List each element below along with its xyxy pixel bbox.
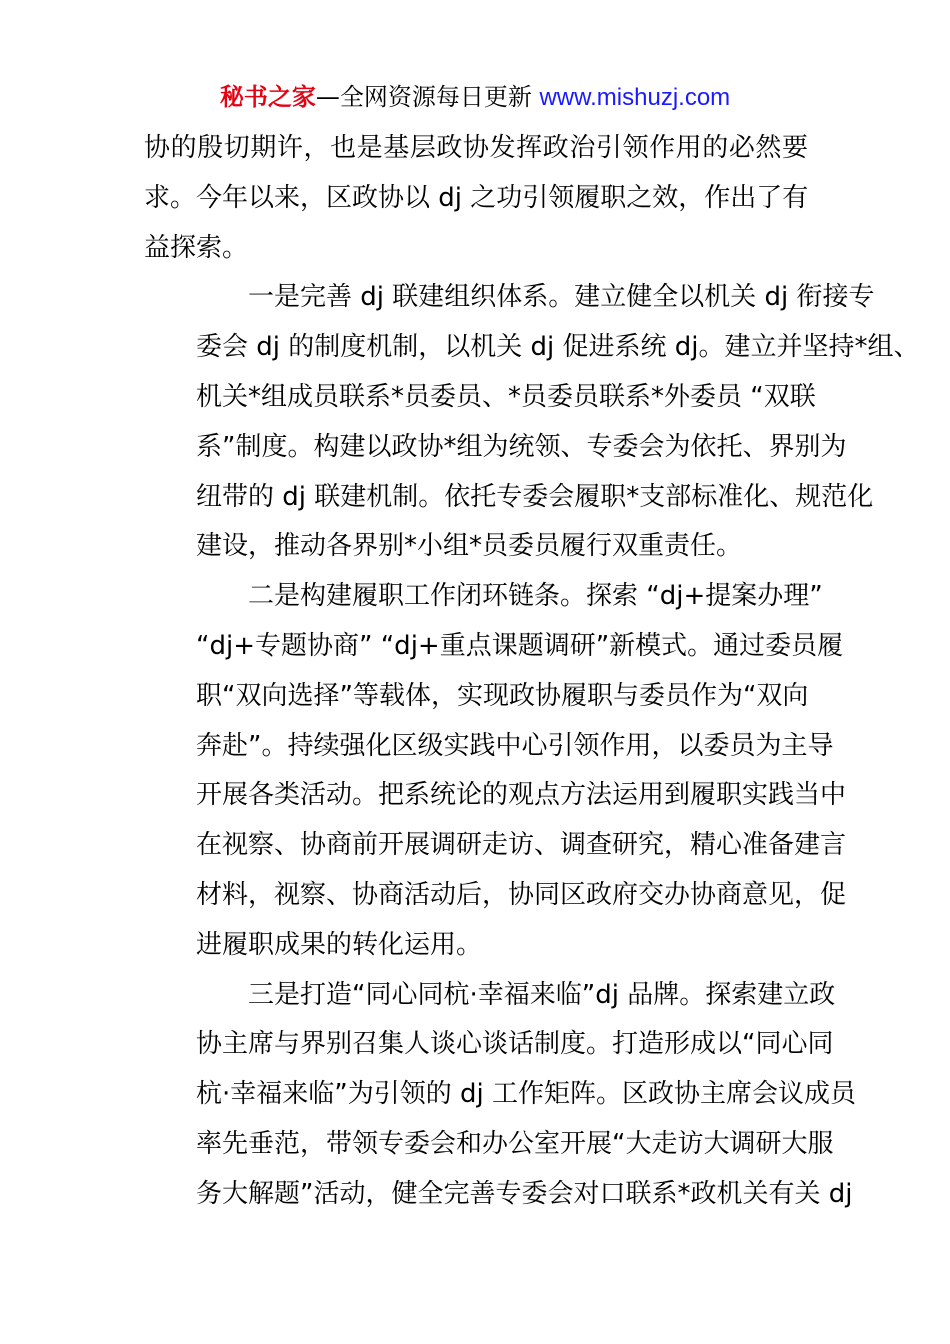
document-body bbox=[144, 124, 920, 1220]
text-line: 委会 dj 的制度机制，以机关 dj 促进系统 dj。建立并坚持*组、 bbox=[196, 332, 920, 363]
text-line: 机关*组成员联系*员委员、*员委员联系*外委员 “双联 bbox=[196, 381, 816, 412]
paragraph-three bbox=[144, 971, 856, 1220]
text-line: 一是完善 dj 联建组织体系。建立健全以机关 dj 衔接专 bbox=[248, 282, 875, 313]
text-line: 进履职成果的转化运用。 bbox=[196, 929, 483, 960]
text-line: 奔赴”。持续强化区级实践中心引领作用，以委员为主导 bbox=[196, 730, 834, 761]
text-line: 纽带的 dj 联建机制。依托专委会履职*支部标准化、规范化 bbox=[196, 481, 874, 512]
text-line: 率先垂范，带领专委会和办公室开展“大走访大调研大服 bbox=[196, 1128, 834, 1159]
page-header bbox=[0, 80, 950, 115]
text-line: 材料，视察、协商活动后，协同区政府交办协商意见，促 bbox=[196, 879, 847, 910]
text-line: 职“双向选择”等载体，实现政协履职与委员作为“双向 bbox=[196, 680, 809, 711]
text-line: 在视察、协商前开展调研走访、调查研究，精心准备建言 bbox=[196, 830, 847, 861]
text-line: 协主席与界别召集人谈心谈话制度。打造形成以“同心同 bbox=[196, 1029, 834, 1060]
text-line: 系”制度。构建以政协*组为统领、专委会为依托、界别为 bbox=[196, 431, 847, 462]
text-line: 杭·幸福来临”为引领的 dj 工作矩阵。区政协主席会议成员 bbox=[196, 1079, 856, 1110]
header-tagline: —全网资源每日更新 bbox=[315, 83, 540, 111]
text-line: 二是构建履职工作闭环链条。探索 “dj+提案办理” bbox=[248, 581, 823, 612]
paragraph-intro bbox=[144, 124, 808, 273]
text-line: 协的殷切期许，也是基层政协发挥政治引领作用的必然要 bbox=[144, 133, 808, 163]
paragraph-two bbox=[144, 572, 847, 970]
text-line: 求。今年以来，区政协以 dj 之功引领履职之效，作出了有 bbox=[144, 182, 809, 213]
text-line: 建设，推动各界别*小组*员委员履行双重责任。 bbox=[196, 531, 743, 562]
text-line: 益探索。 bbox=[144, 232, 249, 263]
text-line: “dj+专题协商” “dj+重点课题调研”新模式。通过委员履 bbox=[196, 630, 844, 661]
header-brand: 秘书之家 bbox=[219, 83, 316, 111]
text-line: 开展各类活动。把系统论的观点方法运用到履职实践当中 bbox=[196, 780, 847, 811]
paragraph-one bbox=[144, 273, 920, 572]
header-site-link[interactable]: www.mishuzj.com bbox=[539, 84, 731, 111]
text-line: 务大解题”活动，健全完善专委会对口联系*政机关有关 dj bbox=[196, 1178, 853, 1209]
text-line: 三是打造“同心同杭·幸福来临”dj 品牌。探索建立政 bbox=[248, 979, 836, 1010]
